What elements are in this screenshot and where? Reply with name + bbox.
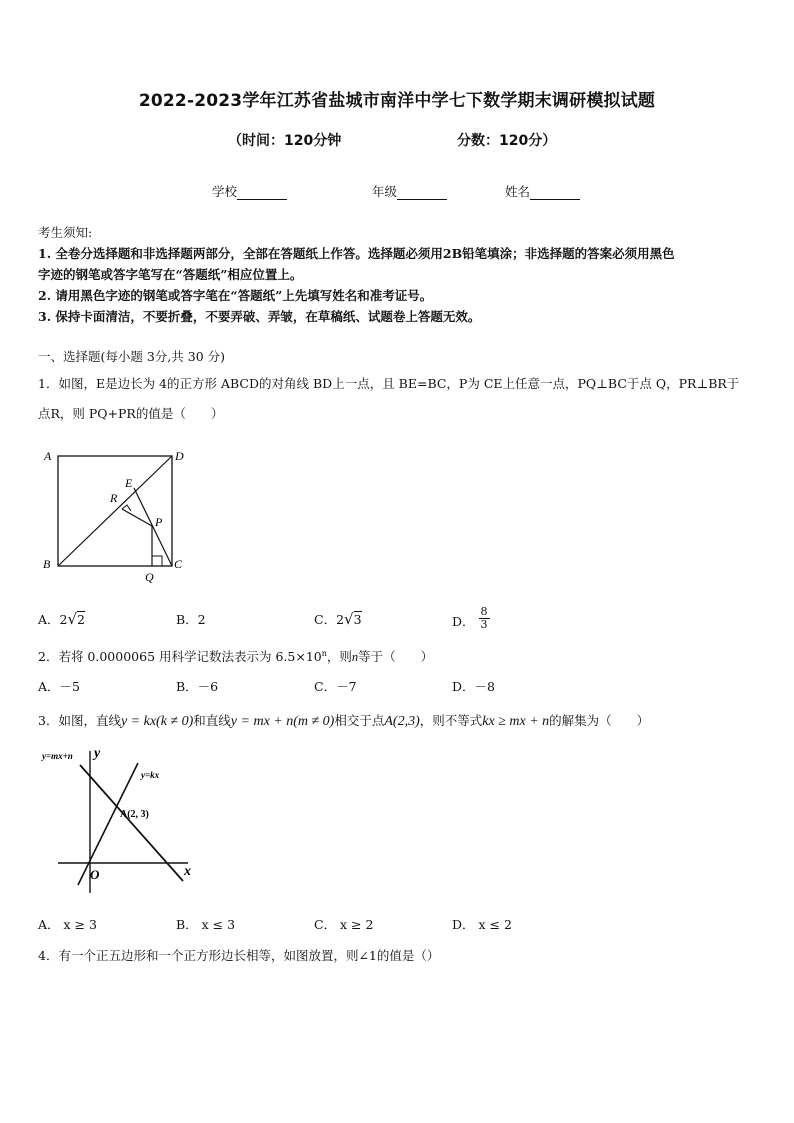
question-2-var: n <box>351 650 359 665</box>
label-R: R <box>110 491 118 505</box>
grade-blank <box>397 187 447 200</box>
option-3c[interactable]: C． x ≥ 2 <box>314 917 374 932</box>
exam-time: （时间：120分钟 <box>228 133 342 149</box>
question-1-line2: 点R，则 PQ+PR的值是（ ） <box>38 406 224 421</box>
label-y-axis: y <box>94 746 101 761</box>
option-3b[interactable]: B． x ≤ 3 <box>176 917 236 932</box>
question-4: 4．有一个正五边形和一个正方形边长相等，如图放置，则∠1的值是（） <box>38 948 440 963</box>
option-1d[interactable] <box>452 605 490 635</box>
question-3 <box>38 708 763 734</box>
paper-title: 2022-2023学年江苏省盐城市南洋中学七下数学期末调研模拟试题 <box>138 91 656 111</box>
option-1a[interactable] <box>38 610 85 628</box>
question-2-text: ，则 <box>326 649 352 665</box>
label-x-axis: x <box>184 864 191 879</box>
label-point-A: A(2, 3) <box>120 809 149 820</box>
question-3-text: 的解集为（ ） <box>549 713 650 728</box>
question-2 <box>38 641 763 670</box>
name-blank <box>530 187 580 200</box>
question-3-eq2: y = mx + n(m ≠ 0) <box>230 714 335 729</box>
label-E: E <box>125 476 133 490</box>
section-heading: 一、选择题(每小题 3分,共 30 分) <box>38 349 226 364</box>
question-3-text: ，则不等式 <box>419 713 483 728</box>
grade-field <box>372 182 447 200</box>
option-1a-radicand: 2 <box>77 612 85 627</box>
question-3-inequality: kx ≥ mx + n <box>482 714 550 729</box>
name-field <box>505 182 580 200</box>
label-P: P <box>155 515 163 529</box>
notes-heading: 考生须知: <box>38 225 93 240</box>
sqrt-icon: √ <box>344 610 354 628</box>
option-2d[interactable]: D．－8 <box>452 679 495 694</box>
question-3-eq1: y = kx(k ≠ 0) <box>120 714 194 729</box>
sqrt-icon: √ <box>67 610 78 628</box>
notes-item: 字迹的钢笔或答字笔写在“答题纸”相应位置上。 <box>38 267 303 282</box>
option-2c[interactable]: C．－7 <box>314 679 357 694</box>
notes-block <box>38 222 758 327</box>
fraction-numerator: 8 <box>480 605 488 618</box>
option-1a-label: A．2 <box>38 612 68 627</box>
label-A: A <box>44 449 52 463</box>
school-label: 学校 <box>212 184 238 199</box>
notes-item: 3. 保持卡面清洁，不要折叠，不要弄破、弄皱，在草稿纸、试题卷上答题无效。 <box>38 309 481 324</box>
label-C: C <box>174 557 183 571</box>
name-label: 姓名 <box>505 184 531 199</box>
option-1c-label: C．2 <box>314 612 345 627</box>
exam-score: 分数：120分） <box>457 133 557 149</box>
option-2a[interactable]: A．－5 <box>38 679 80 694</box>
question-3-point: A(2,3) <box>384 714 420 729</box>
option-3d[interactable]: D． x ≤ 2 <box>452 917 512 932</box>
question-2-text: 等于（ ） <box>358 649 434 665</box>
school-field <box>212 182 287 200</box>
question-3-figure <box>38 745 208 895</box>
option-1d-label: D． <box>452 614 475 629</box>
school-blank <box>237 187 287 200</box>
question-3-text: 3．如图，直线 <box>38 713 121 728</box>
question-3-text: 相交于点 <box>334 713 385 728</box>
label-line-mxn: y=mx+n <box>42 751 73 761</box>
fraction <box>479 606 490 631</box>
question-3-text: 和直线 <box>193 713 231 728</box>
option-1c-radicand: 3 <box>353 612 362 627</box>
fraction-denominator: 3 <box>480 618 488 631</box>
notes-item: 2. 请用黑色字迹的钢笔或答字笔在“答题纸”上先填写姓名和准考证号。 <box>38 288 433 303</box>
notes-item: 1. 全卷分选择题和非选择题两部分，全部在答题纸上作答。选择题必须用2B铅笔填涂；非选择题的答案必须用黑色 <box>38 246 675 261</box>
option-2b[interactable]: B．－6 <box>176 679 219 694</box>
question-2-text: 2．若将 0.0000065 用科学记数法表示为 6.5×10 <box>38 649 322 665</box>
option-1b[interactable]: B．2 <box>176 612 206 627</box>
question-1-figure <box>38 442 198 590</box>
label-B: B <box>43 557 51 571</box>
grade-label: 年级 <box>372 184 398 199</box>
label-line-kx: y=kx <box>141 770 160 780</box>
label-origin: O <box>90 867 100 882</box>
option-1c[interactable] <box>314 610 362 628</box>
question-2-exponent: n <box>321 649 327 658</box>
option-3a[interactable]: A． x ≥ 3 <box>38 917 97 932</box>
label-Q: Q <box>145 570 154 584</box>
label-D: D <box>175 449 184 463</box>
question-1-line1: 1．如图，E是边长为 4的正方形 ABCD的对角线 BD上一点，且 BE=BC，P为 CE上任意一点，PQ⊥BC于点 Q，PR⊥BR于 <box>38 376 740 391</box>
